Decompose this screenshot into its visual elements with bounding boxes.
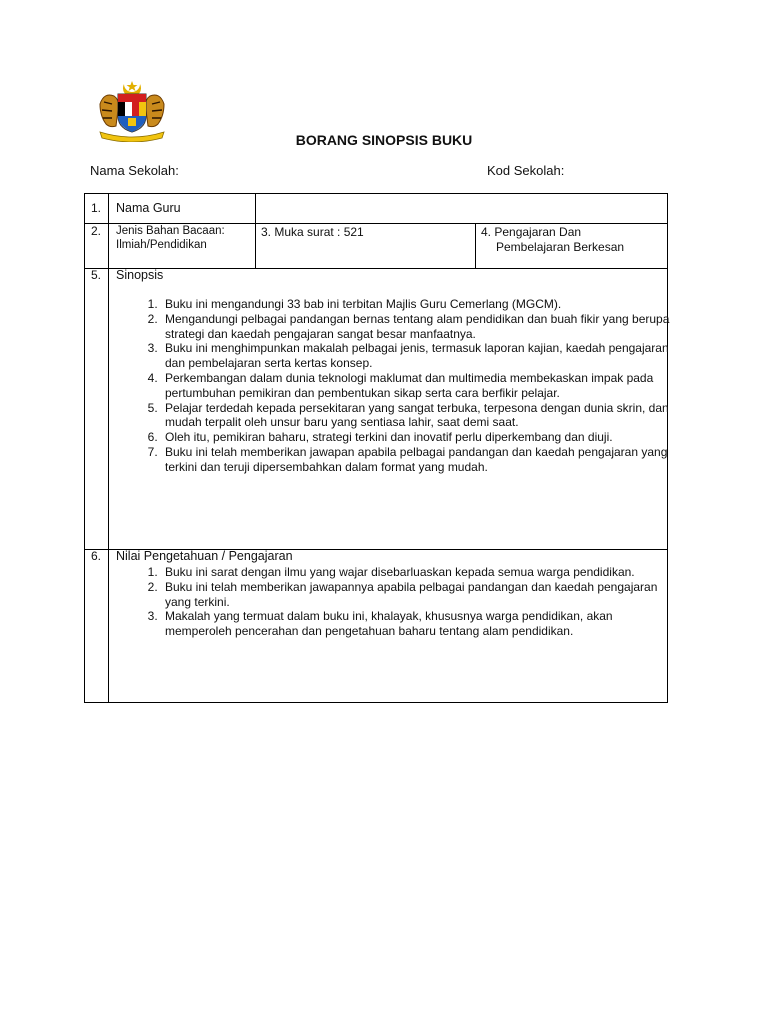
list-item: 4. Perkembangan dalam dunia teknologi maklumat dan multimedia membekaskan impak pada pertumbuhan pemikiran dan pembentukan sikap serta cara berfikir pelajar. [161, 371, 681, 401]
row-number: 5. [91, 268, 102, 282]
column-divider [475, 223, 476, 268]
school-name-label: Nama Sekolah: [90, 163, 179, 178]
list-item: 6. Oleh itu, pemikiran baharu, strategi terkini dan inovatif perlu diperkembang dan diuji. [161, 430, 681, 445]
column-divider [255, 194, 256, 268]
list-item: 5. Pelajar terdedah kepada persekitaran yang sangat terbuka, terpesona dengan dunia skrin, dan mudah terpalit oleh unsur baru yang sentiasa lahir, saat demi saat. [161, 401, 681, 431]
topic-line: Pembelajaran Berkesan [496, 240, 625, 254]
row-divider [85, 268, 667, 269]
list-item: 2. Mengandungi pelbagai pandangan bernas tentang alam pendidikan dan buah fikir yang berupa strategi dan kaedah pengajaran sangat besar manfaatnya. [161, 312, 681, 342]
teacher-name-label: Nama Guru [116, 201, 181, 215]
list-item: 7. Buku ini telah memberikan jawapan apabila pelbagai pandangan dan kaedah pengajaran yang terkini dan teruji dipersembahkan dalam format yang mudah. [161, 445, 681, 475]
list-item: 3. Buku ini menghimpunkan makalah pelbagai jenis, termasuk laporan kajian, kaedah pengajaran dan pembelajaran serta kertas konsep. [161, 341, 681, 371]
material-type-value: Ilmiah/Pendidikan [116, 239, 207, 251]
list-item: 2. Buku ini telah memberikan jawapannya apabila pelbagai pandangan dan kaedah pengajaran yang terkini. [161, 580, 681, 610]
list-item: 1. Buku ini mengandungi 33 bab ini terbitan Majlis Guru Cemerlang (MGCM). [161, 297, 681, 312]
list-item: 3. Makalah yang termuat dalam buku ini, khalayak, khususnya warga pendidikan, akan memperoleh pencerahan dan pengetahuan baharu tentang alam pendidikan. [161, 609, 681, 639]
row-number: 6. [91, 549, 102, 563]
number-column-divider [108, 194, 109, 702]
synopsis-form-table [84, 193, 668, 703]
material-type-label-line: Jenis Bahan Bacaan: [116, 225, 225, 237]
teacher-name-value[interactable] [261, 201, 661, 217]
page-count: 3. Muka surat : 521 [261, 225, 364, 239]
school-code-label: Kod Sekolah: [487, 163, 565, 178]
synopsis-list [133, 297, 681, 475]
knowledge-value-label: Nilai Pengetahuan / Pengajaran [116, 549, 293, 563]
row-number: 2. [91, 224, 102, 238]
topic-field [481, 225, 624, 255]
form-title: BORANG SINOPSIS BUKU [295, 132, 473, 148]
synopsis-label: Sinopsis [116, 268, 164, 282]
topic-line: 4. Pengajaran Dan [481, 225, 582, 239]
row-number: 1. [91, 201, 102, 215]
material-type-label [116, 224, 225, 252]
list-item: 1. Buku ini sarat dengan ilmu yang wajar disebarluaskan kepada semua warga pendidikan. [161, 565, 681, 580]
knowledge-value-list [133, 565, 681, 639]
